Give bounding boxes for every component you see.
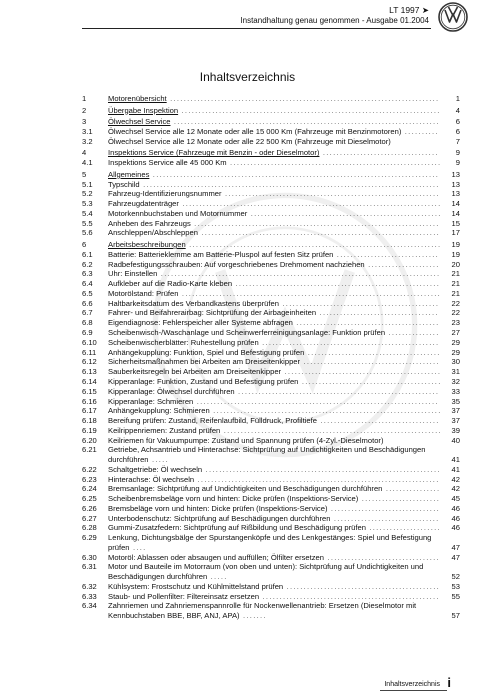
- toc-entry-title: Eigendiagnose: Fehlerspeicher aller Systeme abfragen: [108, 318, 293, 328]
- toc-entry-number: 1: [82, 94, 87, 103]
- toc-entry-page: 57: [451, 610, 460, 620]
- toc-leader-dots: ..............................................: [278, 298, 440, 308]
- toc-entry-number: 3.1: [82, 126, 93, 136]
- toc-entry-page: 9: [455, 148, 460, 158]
- toc-entry-number: 6: [82, 240, 87, 249]
- toc-entry-title: Kipperanlage: Funktion, Zustand und Befestigung prüfen: [108, 376, 299, 386]
- toc-entry-title: Gummi-Zusatzfedern: Sichtprüfung auf Rißbildung und Beschädigung prüfen: [108, 523, 366, 533]
- toc-entry-page: 32: [451, 376, 460, 386]
- toc-entry-title: Bereifung prüfen: Zustand, Reifenlaufbild, Fülldruck, Profiltiefe: [108, 416, 317, 426]
- toc-leader-dots: ................................: [327, 503, 441, 513]
- toc-entry-page: 29: [451, 347, 460, 357]
- toc-entry[interactable]: [82, 328, 460, 338]
- toc-entry-page: 9: [455, 158, 460, 168]
- toc-entry[interactable]: [82, 426, 460, 436]
- toc-leader-dots: ....................................................: [259, 591, 440, 601]
- toc-entry-title: Zahnriemen und Zahnriemenspannrolle für Nockenwellenantrieb: Ersetzen (Dieselmotor mit Kennbuchstaben BBE, BBF, ANJ, APA): [108, 601, 417, 620]
- toc-leader-dots: ..................................................................................: [157, 269, 441, 279]
- toc-entry-page: 14: [451, 199, 460, 209]
- toc-entry[interactable]: [82, 219, 460, 229]
- toc-entry-number: 6.13: [82, 367, 97, 377]
- toc-entry-page: 14: [451, 208, 460, 218]
- toc-entry-title: Sauberkeitsregeln bei Arbeiten am Dreiseitenkipper: [108, 367, 282, 377]
- toc-entry-page: 40: [451, 435, 460, 445]
- toc-leader-dots: ...................................................................: [209, 406, 442, 416]
- toc-entry-number: 6.6: [82, 298, 93, 308]
- header-arrow-icon: ➤: [421, 5, 429, 15]
- toc-entry[interactable]: [82, 601, 460, 620]
- toc-entry[interactable]: [82, 250, 460, 260]
- toc-entry[interactable]: [82, 387, 460, 397]
- toc-entry[interactable]: [82, 260, 460, 270]
- toc-entry[interactable]: [82, 533, 460, 552]
- toc-entry[interactable]: [82, 562, 460, 581]
- toc-entry-title: Scheibenbremsbeläge vorn und hinten: Dicke prüfen (Inspektions-Service): [108, 494, 359, 504]
- toc-leader-dots: ..............................................................: [226, 158, 442, 168]
- toc-entry[interactable]: [82, 240, 460, 250]
- toc-entry[interactable]: [82, 279, 460, 289]
- toc-entry-number: 6.34: [82, 601, 97, 611]
- toc-leader-dots: ..........................................................................: [185, 240, 442, 249]
- toc-entry-title: Typschild: [108, 179, 140, 189]
- toc-entry[interactable]: [82, 592, 460, 602]
- toc-leader-dots: .......................................................................: [193, 396, 439, 406]
- toc-entry-page: 21: [451, 269, 460, 279]
- toc-entry-title: Bremsanlage: Sichtprüfung auf Undichtigkeiten und Beschädigungen durchführen: [108, 484, 383, 494]
- toc-entry-number: 3.2: [82, 136, 93, 146]
- toc-entry-number: 6.33: [82, 591, 97, 601]
- toc-entry-title: Aufkleber auf die Radio-Karte kleben: [108, 279, 233, 289]
- toc-entry-page: 20: [451, 259, 460, 269]
- toc-leader-dots: ................................................................: [220, 425, 442, 435]
- toc-entry-number: 5.2: [82, 189, 93, 199]
- toc-leader-dots: .......: [239, 610, 267, 620]
- toc-entry[interactable]: [82, 269, 460, 279]
- toc-entry-page: 19: [451, 249, 460, 259]
- toc-entry-page: 27: [451, 328, 460, 338]
- toc-entry-title: Ölwechsel Service alle 12 Monate oder alle 22 500 Km (Fahrzeuge mit Dieselmotor): [108, 136, 391, 146]
- toc-entry[interactable]: [82, 416, 460, 426]
- toc-entry-page: 7: [455, 136, 460, 146]
- toc-leader-dots: .....................................................................: [202, 464, 441, 474]
- toc-entry-title: Fahrzeugdatenträger: [108, 199, 179, 209]
- toc-entry[interactable]: [82, 158, 460, 168]
- toc-entry-title: Bremsbeläge vorn und hinten: Dicke prüfen (Inspektions-Service): [108, 503, 328, 513]
- toc-entry-title: Keilriemen für Vakuumpumpe: Zustand und Spannung prüfen (4-Zyl.-Dieselmotor): [108, 435, 384, 445]
- toc-entry-title: Motor und Bauteile im Motorraum (von oben und unten): Sichtprüfung auf Undichtigkeiten und Beschädigungen durchführen: [108, 562, 424, 581]
- toc-entry-title: Kipperanlage: Ölwechsel durchführen: [108, 386, 235, 396]
- toc-entry-number: 3: [82, 117, 87, 127]
- toc-leader-dots: ....: [129, 542, 147, 552]
- toc-entry-number: 6.14: [82, 376, 97, 386]
- toc-entry-number: 6.24: [82, 484, 97, 494]
- toc-entry[interactable]: [82, 318, 460, 328]
- toc-entry-number: 5.6: [82, 228, 93, 238]
- toc-entry-title: Motoröl: Ablassen oder absaugen und auffüllen; Ölfilter ersetzen: [108, 552, 324, 562]
- toc-entry-number: 6.5: [82, 288, 93, 298]
- toc-leader-dots: ........................................: [300, 357, 440, 367]
- toc-entry-title: Anhängekupplung: Schmieren: [108, 406, 210, 416]
- toc-entry-title: Inspektions Service (Fahrzeuge mit Benzin - oder Dieselmotor): [108, 148, 320, 158]
- toc-entry-title: Motorkennbuchstaben und Motornummer: [108, 208, 248, 218]
- toc-entry-page: 23: [451, 318, 460, 328]
- toc-entry-number: 5.3: [82, 199, 93, 209]
- toc-entry-title: Kipperanlage: Schmieren: [108, 396, 194, 406]
- toc-entry-page: 47: [451, 542, 460, 552]
- toc-entry-title: Staub- und Pollenfilter: Filtereinsatz ersetzen: [108, 591, 260, 601]
- toc-entry-number: 5.4: [82, 208, 93, 218]
- toc-leader-dots: .......................................................................................: [139, 179, 440, 189]
- toc-entry[interactable]: [82, 484, 460, 494]
- toc-entry[interactable]: [82, 445, 460, 464]
- toc-entry-number: 6.9: [82, 328, 93, 338]
- toc-leader-dots: .......................................................................: [194, 474, 440, 484]
- toc-entry-page: 17: [451, 228, 460, 238]
- toc-entry-page: 42: [451, 484, 460, 494]
- toc-entry-page: 37: [451, 406, 460, 416]
- toc-entry-page: 13: [451, 189, 460, 199]
- toc-entry-title: Ölwechsel Service: [108, 117, 171, 127]
- header-model: [389, 5, 429, 16]
- toc-entry-number: 6.15: [82, 386, 97, 396]
- toc-entry-title: Fahrer- und Beifahrerairbag: Sichtprüfung der Airbageinheiten: [108, 308, 317, 318]
- toc-entry-number: 6.20: [82, 435, 97, 445]
- toc-leader-dots: ......................................................................: [197, 228, 441, 238]
- toc-leader-dots: ............................................................: [232, 279, 441, 289]
- toc-entry-page: 6: [455, 117, 460, 127]
- toc-entry-title: Übergabe Inspektion: [108, 105, 179, 115]
- toc-entry-number: 6.27: [82, 513, 97, 523]
- toc-entry[interactable]: [82, 348, 460, 358]
- toc-leader-dots: .............................................: [283, 581, 441, 591]
- toc-entry[interactable]: [82, 228, 460, 238]
- toc-leader-dots: .....................: [365, 523, 441, 533]
- toc-entry-title: Lenkung, Dichtungsbälge der Spurstangenköpfe und des Lenkgestänges: Spiel und Befestigung prüfen: [108, 533, 432, 552]
- toc-leader-dots: ...............................................................................: [166, 94, 440, 103]
- toc-entry-number: 6.17: [82, 406, 97, 416]
- toc-entry-number: 6.19: [82, 425, 97, 435]
- toc-entry-number: 6.1: [82, 249, 93, 259]
- toc-entry[interactable]: [82, 148, 460, 158]
- toc-entry-title: Anhängekupplung: Funktion, Spiel und Befestigung prüfen: [108, 347, 305, 357]
- toc-entry[interactable]: [82, 106, 460, 116]
- toc-leader-dots: .......................................: [304, 347, 441, 357]
- toc-entry[interactable]: [82, 170, 460, 180]
- toc-entry[interactable]: [82, 504, 460, 514]
- toc-entry-title: Getriebe, Achsantrieb und Hinterachse: Sichtprüfung auf Undichtigkeiten und Beschädigungen durchführen: [108, 445, 426, 464]
- toc-entry[interactable]: [82, 553, 460, 563]
- toc-entry-title: Inspektions Service alle 45 000 Km: [108, 158, 227, 168]
- toc-entry-title: Haltbarkeitsdatum des Verbandkastens überprüfen: [108, 298, 279, 308]
- toc-entry[interactable]: [82, 299, 460, 309]
- toc-leader-dots: ..................................: [319, 148, 439, 158]
- toc-entry[interactable]: [82, 523, 460, 533]
- toc-entry[interactable]: [82, 117, 460, 127]
- toc-entry-number: 6.10: [82, 337, 97, 347]
- toc-entry-page: 52: [451, 572, 460, 581]
- toc-entry-number: 6.21: [82, 445, 97, 455]
- toc-entry-page: 29: [451, 337, 460, 347]
- toc-leader-dots: ........................................................: [247, 208, 442, 218]
- header-subtitle: Instandhaltung genau genommen - Ausgabe 01.2004: [240, 16, 429, 25]
- toc-leader-dots: ...............................: [330, 513, 440, 523]
- toc-entry-title: Scheibenwischerblätter: Ruhestellung prüfen: [108, 337, 259, 347]
- toc-entry[interactable]: [82, 357, 460, 367]
- toc-entry-page: 45: [451, 494, 460, 504]
- toc-entry-page: 41: [451, 455, 460, 464]
- toc-entry-number: 2: [82, 105, 87, 115]
- toc-entry-title: Uhr: Einstellen: [108, 269, 158, 279]
- toc-entry-number: 6.2: [82, 259, 93, 269]
- toc-entry-title: Radbefestigungsschrauben: Auf vorgeschriebenes Drehmoment nachziehen: [108, 259, 365, 269]
- toc-entry-title: Ölwechsel Service alle 12 Monate oder alle 15 000 Km (Fahrzeuge mit Benzinmotoren): [108, 126, 402, 136]
- toc-entry[interactable]: [82, 397, 460, 407]
- toc-leader-dots: ........................................................................: [190, 218, 440, 228]
- toc-entry-page: 39: [451, 425, 460, 435]
- toc-entry-title: Anschleppen/Abschleppen: [108, 228, 198, 238]
- toc-leader-dots: ..........: [401, 126, 439, 136]
- toc-leader-dots: ....................................................: [258, 337, 440, 347]
- toc-entry[interactable]: [82, 180, 460, 190]
- toc-entry[interactable]: [82, 127, 460, 137]
- toc-entry-title: Sicherheitsmaßnahmen bei Arbeiten am Dreiseitenkipper: [108, 357, 301, 367]
- toc-leader-dots: ..........................................: [292, 318, 440, 328]
- toc-leader-dots: .......................: [358, 494, 441, 504]
- toc-entry-title: Hinterachse: Öl wechseln: [108, 474, 195, 484]
- toc-entry-number: 6.31: [82, 562, 97, 572]
- header-rule: [82, 28, 431, 29]
- toc-entry-page: 22: [451, 308, 460, 318]
- toc-entry-title: Unterbodenschutz: Sichtprüfung auf Beschädigungen durchführen: [108, 513, 331, 523]
- toc-entry-page: 33: [451, 386, 460, 396]
- toc-leader-dots: ............................................................................: [178, 105, 441, 115]
- toc-entry[interactable]: [82, 367, 460, 377]
- toc-entry-title: Keilrippenriemen: Zustand prüfen: [108, 425, 221, 435]
- toc-entry-number: 6.32: [82, 581, 97, 591]
- toc-entry-title: Schaltgetriebe: Öl wechseln: [108, 464, 203, 474]
- toc-entry-title: Allgemeines: [108, 169, 150, 179]
- toc-leader-dots: ..............................................: [281, 367, 442, 377]
- toc-entry-title: Motorenübersicht: [108, 94, 167, 103]
- toc-entry-title: Fahrzeug-Identifizierungsnummer: [108, 189, 222, 199]
- toc-leader-dots: ................: [382, 484, 441, 494]
- toc-leader-dots: .....: [148, 455, 169, 464]
- toc-entry-page: 21: [451, 279, 460, 289]
- toc-entry[interactable]: [82, 199, 460, 209]
- toc-entry-page: 35: [451, 396, 460, 406]
- vw-logo-icon: [438, 2, 468, 32]
- toc-entry-page: 41: [451, 464, 460, 474]
- toc-entry-number: 6.22: [82, 464, 97, 474]
- toc-entry-number: 4: [82, 148, 87, 158]
- toc-entry[interactable]: [82, 475, 460, 485]
- toc-entry-number: 4.1: [82, 158, 93, 168]
- toc-leader-dots: ...................................: [316, 308, 439, 318]
- toc-leader-dots: ...................................: [316, 416, 440, 426]
- toc-entry-page: 37: [451, 416, 460, 426]
- toc-entry-page: 55: [451, 591, 460, 601]
- toc-entry-number: 6.4: [82, 279, 93, 289]
- toc-entry[interactable]: [82, 308, 460, 318]
- toc-entry-number: 6.30: [82, 552, 97, 562]
- toc-entry-title: Anheben des Fahrzeugs: [108, 218, 191, 228]
- toc-entry-page: 6: [455, 126, 460, 136]
- toc-entry-number: 5.5: [82, 218, 93, 228]
- toc-leader-dots: ...............................................................: [221, 189, 440, 199]
- toc-leader-dots: ............................................................................: [178, 288, 442, 298]
- toc-entry[interactable]: [82, 137, 460, 147]
- toc-entry-page: 30: [451, 357, 460, 367]
- toc-entry-title: Scheibenwisch-/Waschanlage und Scheinwerferreinigungsanlage: Funktion prüfen: [108, 328, 386, 338]
- footer-page-marker: i: [447, 675, 451, 690]
- toc-entry-page: 15: [451, 218, 460, 228]
- toc-entry-page: 53: [451, 581, 460, 591]
- toc-entry[interactable]: [82, 406, 460, 416]
- toc-leader-dots: .........................................: [298, 376, 442, 386]
- toc-entry[interactable]: [82, 436, 460, 446]
- toc-entry-number: 6.12: [82, 357, 97, 367]
- toc-entry[interactable]: [82, 338, 460, 348]
- toc-leader-dots: ..............................: [333, 249, 440, 259]
- toc-entry-title: Batterie: Batterieklemme am Batterie-Pluspol auf festen Sitz prüfen: [108, 249, 334, 259]
- toc-entry-number: 6.29: [82, 533, 97, 543]
- header-model-text: LT 1997: [389, 5, 420, 15]
- toc-entry-number: 6.11: [82, 347, 97, 357]
- toc-entry-title: Kühlsystem: Frostschutz und Kühlmittelstand prüfen: [108, 581, 284, 591]
- toc-entry-page: 46: [451, 523, 460, 533]
- toc-entry-page: 1: [455, 94, 460, 103]
- toc-entry-number: 6.18: [82, 416, 97, 426]
- toc-entry[interactable]: [82, 377, 460, 387]
- toc-entry-page: 31: [451, 367, 460, 377]
- toc-entry[interactable]: [82, 94, 460, 104]
- toc-leader-dots: ..............................................................................: [170, 117, 440, 127]
- page-title: Inhaltsverzeichnis: [199, 70, 296, 84]
- toc-entry[interactable]: [82, 494, 460, 504]
- toc-leader-dots: .....: [207, 572, 228, 581]
- footer-label: Inhaltsverzeichnis: [384, 681, 440, 688]
- table-of-contents: [82, 92, 460, 621]
- toc-entry-page: 46: [451, 503, 460, 513]
- footer-rule: [380, 690, 447, 691]
- toc-entry-number: 5: [82, 169, 87, 179]
- toc-leader-dots: ............................................................................: [178, 199, 442, 209]
- toc-entry-page: 21: [451, 288, 460, 298]
- toc-entry-number: 5.1: [82, 179, 93, 189]
- toc-entry-number: 6.26: [82, 503, 97, 513]
- toc-entry[interactable]: [82, 189, 460, 199]
- toc-entry-number: 6.25: [82, 494, 97, 504]
- toc-entry-number: 6.3: [82, 269, 93, 279]
- toc-entry-page: 47: [451, 552, 460, 562]
- toc-entry[interactable]: [82, 514, 460, 524]
- toc-entry-page: 22: [451, 298, 460, 308]
- toc-entry[interactable]: [82, 209, 460, 219]
- toc-entry-page: 46: [451, 513, 460, 523]
- toc-entry-page: 19: [451, 240, 460, 249]
- toc-leader-dots: .....................: [364, 259, 440, 269]
- toc-entry-number: 6.28: [82, 523, 97, 533]
- toc-entry-title: Arbeitsbeschreibungen: [108, 240, 186, 249]
- toc-entry[interactable]: [82, 465, 460, 475]
- toc-entry-number: 6.23: [82, 474, 97, 484]
- toc-entry[interactable]: [82, 582, 460, 592]
- toc-entry-page: 13: [451, 169, 460, 179]
- toc-entry-page: 13: [451, 179, 460, 189]
- toc-entry[interactable]: [82, 289, 460, 299]
- toc-entry-title: Motorölstand: Prüfen: [108, 288, 179, 298]
- toc-leader-dots: ...............: [385, 328, 440, 338]
- toc-leader-dots: ....................................................................................: [149, 169, 440, 179]
- toc-entry-page: 4: [455, 105, 460, 115]
- toc-leader-dots: ...........................................................: [234, 386, 440, 396]
- toc-entry-number: 6.16: [82, 396, 97, 406]
- toc-entry-number: 6.7: [82, 308, 93, 318]
- toc-entry-number: 6.8: [82, 318, 93, 328]
- toc-entry-page: 42: [451, 474, 460, 484]
- toc-leader-dots: .................................: [324, 552, 440, 562]
